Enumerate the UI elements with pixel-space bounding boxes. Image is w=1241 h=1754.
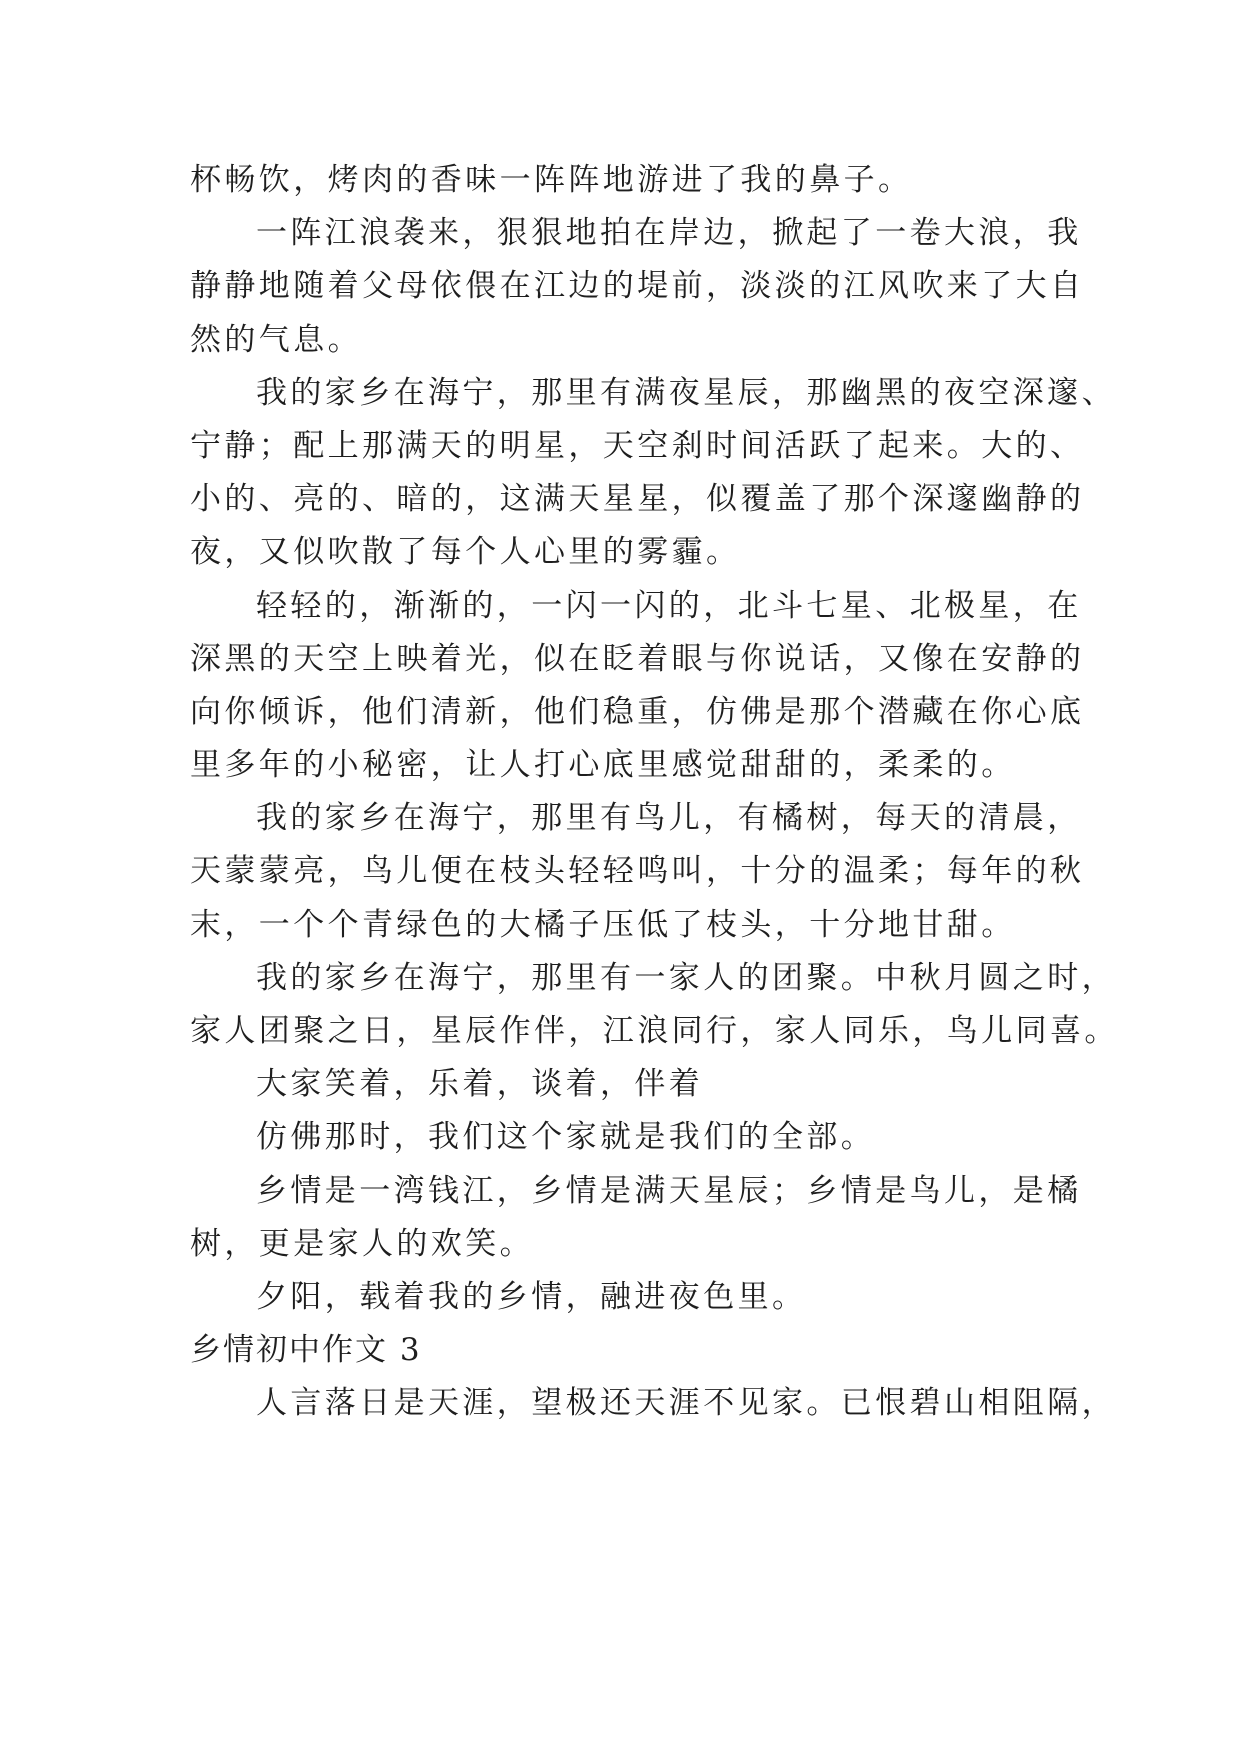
text-line: 夕阳，载着我的乡情，融进夜色里。 <box>256 1278 807 1315</box>
text-line: 夜，又似吹散了每个人心里的雾霾。 <box>190 534 741 571</box>
section-heading: 乡情初中作文 3 <box>190 1332 422 1369</box>
text-line: 我的家乡在海宁，那里有鸟儿，有橘树，每天的清晨， <box>256 800 1082 837</box>
text-line: 大家笑着，乐着，谈着，伴着 <box>256 1066 704 1103</box>
text-line: 我的家乡在海宁，那里有满夜星辰，那幽黑的夜空深邃、 <box>256 374 1116 411</box>
text-line: 静静地随着父母依偎在江边的堤前，淡淡的江风吹来了大自 <box>190 268 1085 305</box>
text-line: 然的气息。 <box>190 321 362 358</box>
text-line: 我的家乡在海宁，那里有一家人的团聚。中秋月圆之时， <box>256 959 1116 996</box>
text-line: 家人团聚之日，星辰作伴，江浪同行，家人同乐，鸟儿同喜。 <box>190 1013 1119 1049</box>
text-line: 人言落日是天涯，望极还天涯不见家。已恨碧山相阻隔， <box>256 1385 1116 1422</box>
document-body <box>190 154 1119 1431</box>
text-line: 杯畅饮，烤肉的香味一阵阵地游进了我的鼻子。 <box>190 162 913 198</box>
text-line: 一阵江浪袭来，狠狠地拍在岸边，掀起了一卷大浪，我 <box>256 215 1082 252</box>
text-line: 里多年的小秘密，让人打心底里感觉甜甜的，柔柔的。 <box>190 747 1016 784</box>
text-line: 小的、亮的、暗的，这满天星星，似覆盖了那个深邃幽静的 <box>190 481 1085 518</box>
text-line: 天蒙蒙亮，鸟儿便在枝头轻轻鸣叫，十分的温柔；每年的秋 <box>190 853 1085 890</box>
text-line: 仿佛那时，我们这个家就是我们的全部。 <box>256 1119 876 1156</box>
text-line: 轻轻的，渐渐的，一闪一闪的，北斗七星、北极星，在 <box>256 587 1082 624</box>
text-line: 深黑的天空上映着光，似在眨着眼与你说话，又像在安静的 <box>190 640 1085 677</box>
text-line: 向你倾诉，他们清新，他们稳重，仿佛是那个潜藏在你心底 <box>190 693 1085 730</box>
text-line: 树，更是家人的欢笑。 <box>190 1225 534 1262</box>
text-line: 末，一个个青绿色的大橘子压低了枝头，十分地甘甜。 <box>190 906 1016 943</box>
text-line: 宁静；配上那满天的明星，天空刹时间活跃了起来。大的、 <box>190 427 1085 464</box>
text-line: 乡情是一湾钱江，乡情是满天星辰；乡情是鸟儿，是橘 <box>256 1172 1082 1209</box>
